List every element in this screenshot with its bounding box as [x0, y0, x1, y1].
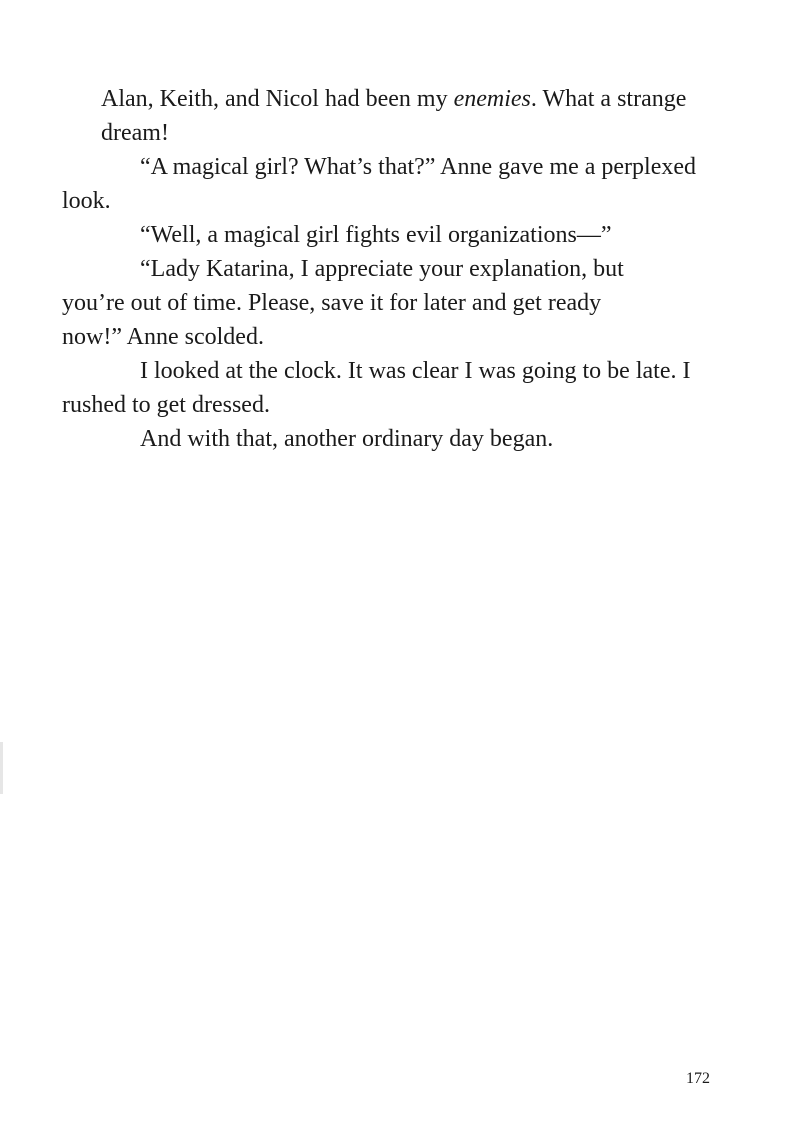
paragraph [62, 252, 741, 354]
paragraph [101, 82, 741, 150]
text-line: now!” Anne scolded. [62, 324, 264, 350]
paragraph [62, 150, 741, 218]
text-line: And with that, another ordinary day began. [140, 426, 554, 452]
text-line: dream! [101, 120, 169, 146]
text-line: you’re out of time. Please, save it for later and get ready [62, 290, 602, 316]
text-line: rushed to get dressed. [62, 392, 270, 418]
text-line: I looked at the clock. It was clear I was going to be late. I [140, 358, 691, 384]
paragraph [101, 218, 741, 252]
text-line: “Lady Katarina, I appreciate your explanation, but [140, 256, 624, 282]
page-number: 172 [686, 1070, 710, 1087]
emphasized-word: enemies [453, 86, 531, 112]
paragraph [101, 422, 741, 456]
text-line: Alan, Keith, and Nicol had been my enemies. What a strange [101, 86, 687, 112]
body-text [62, 82, 741, 456]
page-edge-shadow [0, 742, 3, 794]
text-line: “Well, a magical girl fights evil organizations—” [140, 222, 612, 248]
text-line: look. [62, 188, 111, 214]
paragraph [62, 354, 741, 422]
text-line: “A magical girl? What’s that?” Anne gave me a perplexed [140, 154, 696, 180]
